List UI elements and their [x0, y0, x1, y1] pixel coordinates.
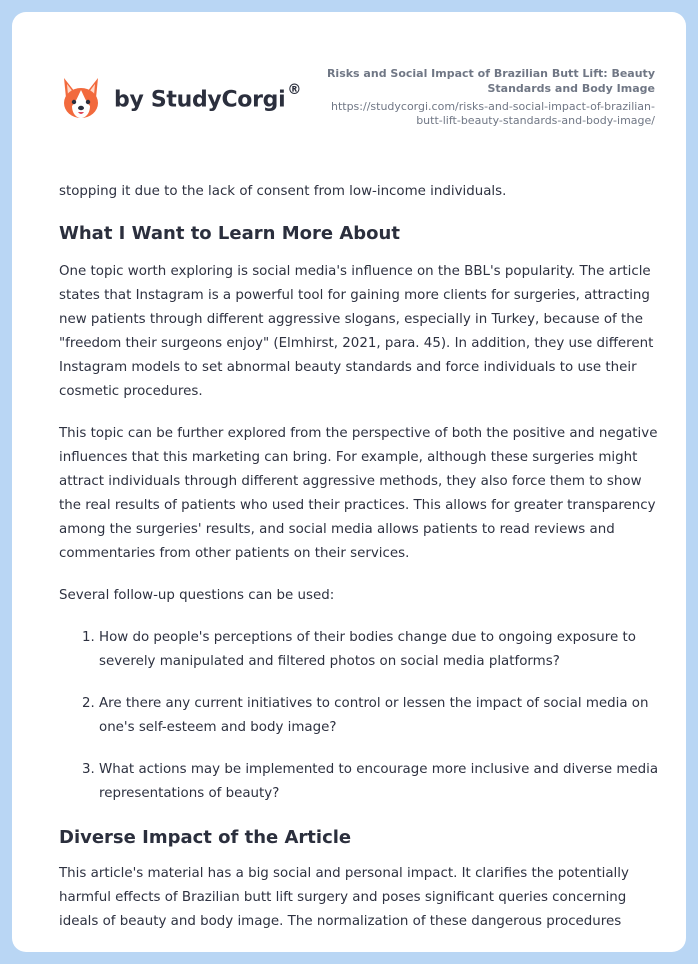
document-url[interactable]: https://studycorgi.com/risks-and-social-impact-of-brazilian-butt-lift-beauty-standards-and-body-image/ — [330, 100, 655, 127]
questions-intro: Several follow-up questions can be used: — [59, 588, 335, 603]
lead-paragraph: stopping it due to the lack of consent from low-income individuals. — [59, 184, 507, 199]
list-item: 2. Are there any current initiatives to control or lessen the impact of social media on one's self-esteem and body image? — [99, 692, 659, 740]
questions-list — [59, 626, 659, 806]
document-meta — [315, 66, 655, 128]
paragraph: One topic worth exploring is social media's influence on the BBL's popularity. The article states that Instagram is a powerful tool for gaining more clients for surgeries, attracting new patients through different aggressive slogans, especially in Turkey, because of the "freedom their surgeons enjoy" (Elmhirst, 2021, para. 45). In addition, they use different Instagram models to set abnormal beauty standards and force individuals to use their cosmetic procedures. — [59, 264, 654, 399]
section-heading-diverse-impact: Diverse Impact of the Article — [59, 827, 352, 848]
page — [12, 12, 686, 952]
article-body — [59, 180, 659, 934]
list-item: 3. What actions may be implemented to encourage more inclusive and diverse media representations of beauty? — [99, 758, 659, 806]
document-title: Risks and Social Impact of Brazilian Butt Lift: Beauty Standards and Body Image — [326, 67, 655, 95]
paragraph: This article's material has a big social and personal impact. It clarifies the potentially harmful effects of Brazilian butt lift surgery and poses significant queries concerning ideals of beauty and body image. The normalization of these dangerous procedures — [59, 866, 629, 929]
registered-mark: ® — [287, 81, 302, 98]
paragraph: This topic can be further explored from the perspective of both the positive and negative influences that this marketing can bring. For example, although these surgeries might attract individuals through different aggressive methods, they also force them to show the real results of patients who used their practices. This allows for greater transparency among the surgeries' results, and social media allows patients to read reviews and commentaries from other patients on their services. — [59, 426, 658, 561]
studycorgi-logo[interactable] — [60, 76, 301, 122]
brand-name: by StudyCorgi ® — [114, 81, 302, 113]
corgi-icon — [60, 76, 102, 122]
list-item: 1. How do people's perceptions of their bodies change due to ongoing exposure to severely manipulated and filtered photos on social media platforms? — [99, 626, 659, 674]
section-heading-learn-more: What I Want to Learn More About — [59, 223, 400, 244]
